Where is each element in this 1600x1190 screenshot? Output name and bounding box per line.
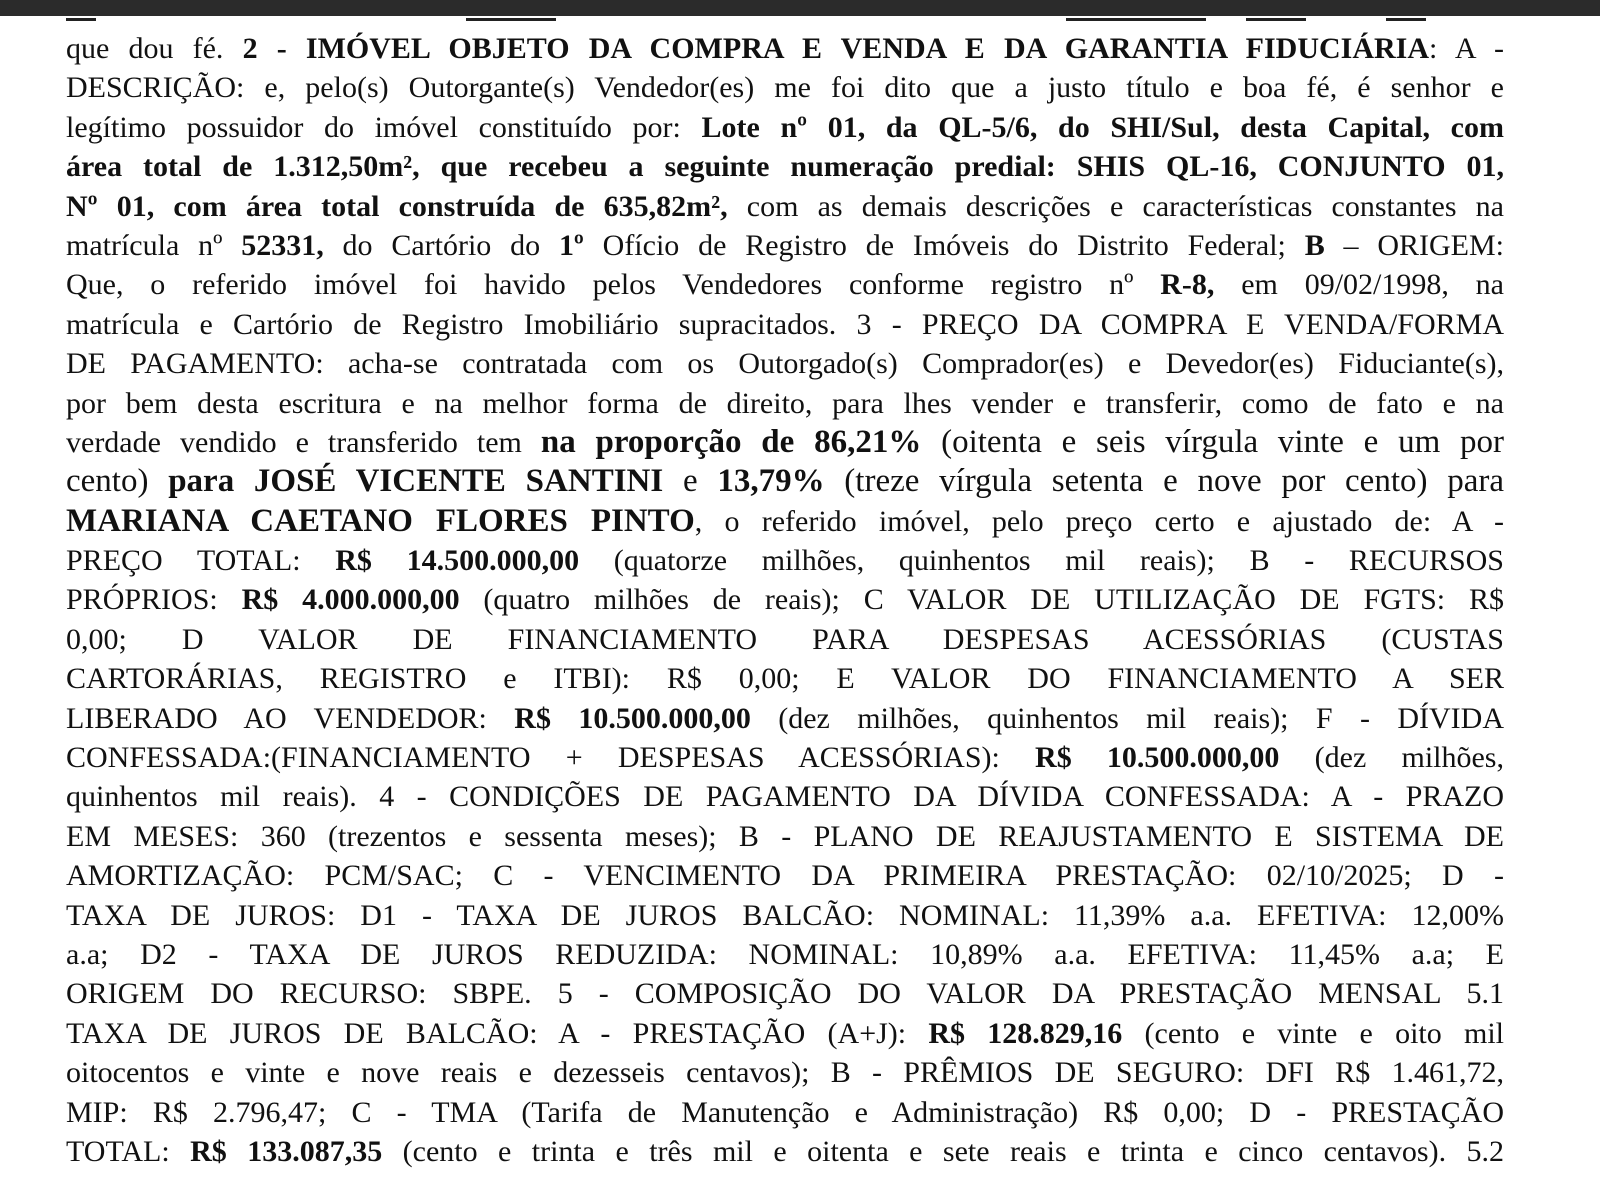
text-run: quinhentos mil reais). 4 - CONDIÇÕES DE PAGAMENTO DA DÍVIDA CONFESSADA: A - PRAZO [66, 780, 1504, 814]
text-line [66, 344, 1504, 383]
text-line [66, 659, 1504, 698]
text-run: oitocentos e vinte e nove reais e dezesseis centavos); B - PRÊMIOS DE SEGURO: DFI R$ 1.461,72, [66, 1056, 1504, 1090]
text-run: 0,00; D VALOR DE FINANCIAMENTO PARA DESPESAS ACESSÓRIAS (CUSTAS [66, 622, 1504, 656]
text-run: (quatorze milhões, quinhentos mil reais); B - RECURSOS [579, 544, 1504, 578]
text-line [66, 1014, 1504, 1053]
text-line [66, 305, 1504, 344]
deed-body-text [66, 29, 1504, 1171]
text-line [66, 580, 1504, 619]
text-line [66, 935, 1504, 974]
text-line [66, 856, 1504, 895]
bold-text-run: na proporção de 86,21% [540, 423, 922, 460]
text-run: AMORTIZAÇÃO: PCM/SAC; C - VENCIMENTO DA PRIMEIRA PRESTAÇÃO: 02/10/2025; D - [66, 859, 1504, 893]
text-run: PRÓPRIOS: [66, 583, 242, 617]
bold-text-run: R$ 10.500.000,00 [1035, 741, 1280, 775]
bold-text-run: para JOSÉ VICENTE SANTINI [168, 463, 664, 500]
bold-text-run: 13,79% [717, 463, 825, 500]
text-line [66, 620, 1504, 659]
text-run: Que, o referido imóvel foi havido pelos Vendedores conforme registro nº [66, 268, 1161, 302]
text-run: do Cartório do [323, 228, 559, 262]
text-line [66, 68, 1504, 107]
text-run: ORIGEM DO RECURSO: SBPE. 5 - COMPOSIÇÃO DO VALOR DA PRESTAÇÃO MENSAL 5.1 [66, 977, 1504, 1011]
text-line [66, 187, 1504, 226]
bold-text-run: 52331, [241, 228, 324, 262]
text-run: e [663, 463, 718, 500]
text-run: (treze vírgula setenta e nove por cento) para [824, 463, 1504, 500]
text-line [66, 423, 1504, 462]
bold-text-run: Lote nº 01, da QL-5/6, do SHI/Sul, desta Capital, com [701, 110, 1504, 144]
text-run: a.a; D2 - TAXA DE JUROS REDUZIDA: NOMINAL: 10,89% a.a. EFETIVA: 11,45% a.a; E [66, 937, 1504, 971]
text-line [66, 462, 1504, 501]
text-line [66, 384, 1504, 423]
text-run: DE PAGAMENTO: acha-se contratada com os Outorgado(s) Comprador(es) e Devedor(es) Fiduciante(s), [66, 347, 1504, 381]
text-run: com as demais descrições e características constantes na [727, 189, 1504, 223]
text-run: (dez milhões, quinhentos mil reais); F - DÍVIDA [750, 701, 1504, 735]
bold-text-run: MARIANA CAETANO FLORES PINTO [66, 502, 695, 539]
bold-text-run: 1º [558, 228, 584, 262]
text-run: Ofício de Registro de Imóveis do Distrito Federal; [583, 228, 1305, 262]
bold-text-run: área total de 1.312,50m², que recebeu a seguinte numeração predial: SHIS QL-16, CONJUNTO 01, [66, 150, 1504, 184]
text-line [66, 1053, 1504, 1092]
text-run: em 09/02/1998, na [1214, 268, 1504, 302]
text-run: (oitenta e seis vírgula vinte e um por [921, 423, 1504, 460]
text-run: EM MESES: 360 (trezentos e sessenta meses); B - PLANO DE REAJUSTAMENTO E SISTEMA DE [66, 819, 1504, 853]
text-run: (cento e vinte e oito mil [1122, 1016, 1505, 1050]
text-line [66, 265, 1504, 304]
text-run: que dou fé. [66, 32, 243, 65]
text-run: : A - [1429, 32, 1504, 65]
text-line [66, 777, 1504, 816]
text-run: verdade vendido e transferido tem [66, 425, 541, 459]
text-line [66, 29, 1504, 68]
bold-text-run: R$ 14.500.000,00 [335, 544, 580, 578]
text-run: (cento e trinta e três mil e oitenta e sete reais e trinta e cinco centavos). 5.2 [382, 1134, 1504, 1168]
text-run: LIBERADO AO VENDEDOR: [66, 701, 515, 735]
text-run: MIP: R$ 2.796,47; C - TMA (Tarifa de Manutenção e Administração) R$ 0,00; D - PRESTAÇÃO [66, 1095, 1504, 1129]
text-run: CONFESSADA:(FINANCIAMENTO + DESPESAS ACESSÓRIAS): [66, 741, 1036, 775]
text-run: legítimo possuidor do imóvel constituído por: [66, 110, 702, 144]
text-run: por bem desta escritura e na melhor forma de direito, para lhes vender e transferir, como de fato e na [66, 386, 1504, 420]
bold-text-run: B [1304, 228, 1325, 262]
text-run: DESCRIÇÃO: e, pelo(s) Outorgante(s) Vendedor(es) me foi dito que a justo título e boa fé, é senhor e [66, 71, 1504, 105]
text-run: cento) [66, 463, 169, 500]
text-run: TAXA DE JUROS DE BALCÃO: A - PRESTAÇÃO (A+J): [66, 1016, 929, 1050]
bold-text-run: R$ 133.087,35 [190, 1134, 383, 1168]
text-run: matrícula e Cartório de Registro Imobiliário supracitados. 3 - PREÇO DA COMPRA E VENDA/FORMA [66, 307, 1504, 341]
text-line [66, 896, 1504, 935]
text-run: , o referido imóvel, pelo preço certo e ajustado de: A - [694, 504, 1504, 538]
text-run: (quatro milhões de reais); C VALOR DE UTILIZAÇÃO DE FGTS: R$ [459, 583, 1504, 617]
text-line [66, 502, 1504, 541]
text-run: matrícula nº [66, 228, 242, 262]
text-line [66, 108, 1504, 147]
bold-text-run: R$ 10.500.000,00 [514, 701, 751, 735]
text-line [66, 817, 1504, 856]
text-line [66, 226, 1504, 265]
bold-text-run: Nº 01, com área total construída de 635,82m², [66, 189, 728, 223]
bold-text-run: R-8, [1160, 268, 1215, 302]
text-run: – ORIGEM: [1324, 228, 1504, 262]
document-page [0, 16, 1600, 1190]
text-line [66, 738, 1504, 777]
bold-text-run: 2 - IMÓVEL OBJETO DA COMPRA E VENDA E DA GARANTIA FIDUCIÁRIA [242, 32, 1429, 65]
text-run: TOTAL: [66, 1134, 191, 1168]
text-run: (dez milhões, [1279, 741, 1504, 775]
text-line [66, 1093, 1504, 1132]
bold-text-run: R$ 4.000.000,00 [241, 583, 460, 617]
text-run: TAXA DE JUROS: D1 - TAXA DE JUROS BALCÃO: NOMINAL: 11,39% a.a. EFETIVA: 12,00% [66, 898, 1504, 932]
bold-text-run: R$ 128.829,16 [928, 1016, 1123, 1050]
text-run: CARTORÁRIAS, REGISTRO e ITBI): R$ 0,00; E VALOR DO FINANCIAMENTO A SER [66, 662, 1504, 696]
text-run: PREÇO TOTAL: [66, 544, 336, 578]
clipped-previous-line [66, 16, 1504, 24]
text-line [66, 147, 1504, 186]
top-bar [0, 0, 1600, 16]
text-line [66, 541, 1504, 580]
text-line [66, 974, 1504, 1013]
text-line [66, 699, 1504, 738]
text-line [66, 1132, 1504, 1171]
